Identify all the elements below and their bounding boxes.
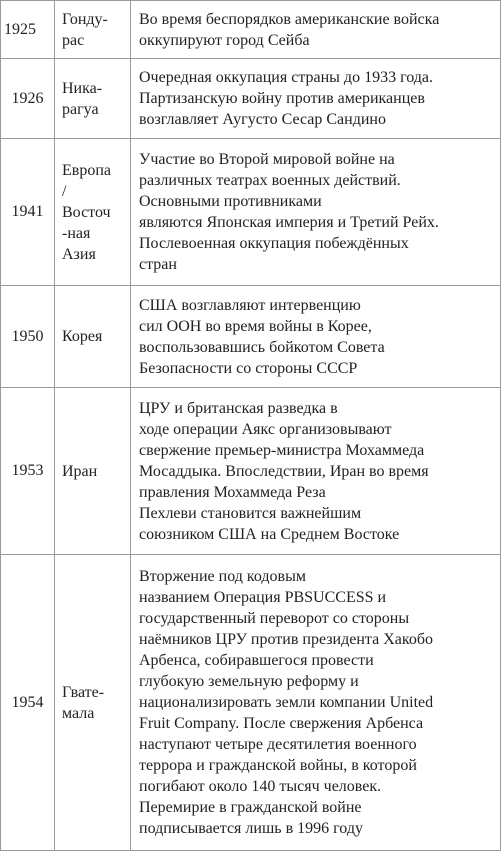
event-line: глубокую земельную реформу и: [139, 673, 359, 690]
year-cell: 1926: [1, 59, 55, 139]
event-line: являются Японская империя и Третий Рейх.: [139, 214, 439, 231]
country-line: Корея: [62, 328, 103, 345]
event-cell: [131, 139, 501, 286]
country-line: Иран: [62, 462, 98, 480]
event-line: ЦРУ и британская разведка в: [139, 399, 338, 417]
event-line: различных театрах военных действий.: [139, 172, 401, 189]
country-cell: [55, 1, 131, 59]
event-line: подписывается лишь в 1996 году: [139, 820, 363, 837]
event-cell: [131, 286, 501, 388]
country-cell: [55, 286, 131, 388]
event-line: свержение премьер-министра Мохаммеда: [139, 441, 425, 459]
table-row: [1, 1, 501, 59]
event-line: союзником США на Среднем Востоке: [139, 525, 400, 543]
event-line: Вторжение под кодовым: [139, 568, 306, 585]
table-row: [1, 139, 501, 286]
table-row: [1, 286, 501, 388]
country-line: /: [62, 182, 67, 200]
event-line: наступают четыре десятилетия военного: [139, 736, 417, 753]
event-line: Безопасности со стороны СССР: [139, 359, 358, 377]
country-cell: [55, 59, 131, 139]
event-cell: [131, 555, 501, 851]
event-line: погибают около 140 тысяч человек.: [139, 778, 382, 795]
event-line: Мосаддыка. Впоследствии, Иран во время: [139, 462, 429, 480]
event-line: Партизанскую войну против американцев: [139, 90, 425, 107]
event-line: Послевоенная оккупация побеждённых: [139, 235, 409, 252]
country-line: рас: [62, 31, 85, 49]
event-line: правления Мохаммеда Реза: [139, 483, 326, 501]
table-row: [1, 59, 501, 139]
event-line: национализировать земли компании United: [139, 694, 434, 711]
table-row: [1, 555, 501, 851]
table-body: [1, 1, 501, 851]
country-line: рагуа: [62, 100, 99, 118]
event-line: оккупируют город Сейба: [139, 31, 310, 49]
event-line: названием Операция PBSUCCESS и: [139, 589, 387, 606]
event-line: США возглавляют интервенцию: [139, 296, 361, 314]
year-cell: 1941: [1, 139, 55, 286]
year-cell: 1925: [1, 1, 55, 59]
country-line: Гонду-: [62, 10, 108, 28]
event-line: Во время беспорядков американские войска: [139, 10, 440, 28]
country-line: Ника-: [62, 79, 103, 97]
event-cell: [131, 59, 501, 139]
event-line: Fruit Company. После свержения Арбенса: [139, 715, 424, 732]
event-line: наёмников ЦРУ против президента Хакобо: [139, 631, 433, 648]
country-line: мала: [62, 704, 95, 722]
table-row: [1, 388, 501, 555]
country-line: Европа: [62, 161, 111, 179]
country-line: Восточ: [62, 203, 111, 221]
event-line: Очередная оккупация страны до 1933 года.: [139, 69, 434, 86]
event-line: террора и гражданской войны, в которой: [139, 757, 417, 774]
event-line: государственный переворот со стороны: [139, 610, 410, 627]
event-line: стран: [139, 256, 177, 273]
event-line: сил ООН во время войны в Корее,: [139, 317, 372, 335]
country-cell: [55, 388, 131, 555]
event-line: воспользовавшись бойкотом Совета: [139, 338, 385, 356]
event-line: Основными противниками: [139, 193, 322, 210]
event-line: Арбенса, собиравшегося провести: [139, 652, 374, 669]
country-line: Азия: [62, 245, 96, 263]
event-cell: [131, 1, 501, 59]
year-cell: 1953: [1, 388, 55, 555]
event-line: ходе операции Аякс организовывают: [139, 420, 392, 438]
event-line: Пехлеви становится важнейшим: [139, 504, 362, 522]
country-cell: [55, 139, 131, 286]
country-cell: [55, 555, 131, 851]
event-cell: [131, 388, 501, 555]
year-cell: 1950: [1, 286, 55, 388]
event-line: возглавляет Аугусто Сесар Сандино: [139, 111, 386, 128]
country-line: -ная: [62, 224, 91, 242]
year-cell: 1954: [1, 555, 55, 851]
country-line: Гвате-: [62, 683, 105, 701]
event-line: Перемирие в гражданской войне: [139, 799, 362, 816]
event-line: Участие во Второй мировой войне на: [139, 151, 395, 168]
